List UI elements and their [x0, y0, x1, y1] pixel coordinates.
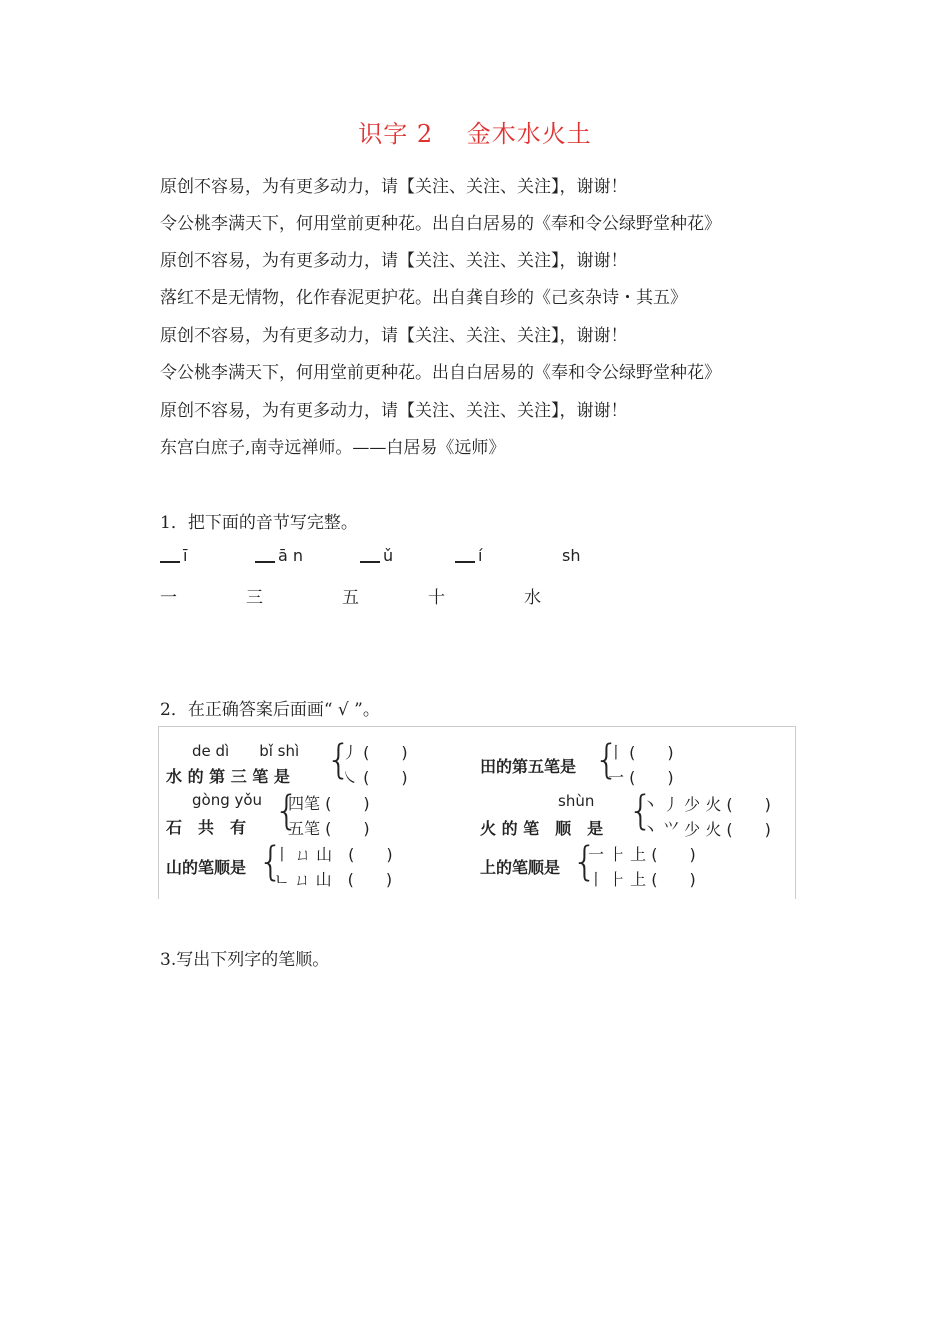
choice-option[interactable]: 丨 ⺊ 上 ( )	[588, 870, 696, 889]
intro-line: 东宫白庶子,南寺远禅师。——白居易《远师》	[160, 438, 506, 458]
question-text: 上的笔顺是	[480, 858, 561, 877]
page-title: 识字 2 金木水火土	[358, 120, 592, 148]
choice-option[interactable]: ㇏ ( )	[342, 768, 408, 787]
syllable-item: ǔ	[360, 546, 393, 565]
question-text: 水 的 第 三 笔 是	[166, 767, 290, 786]
character: 一	[160, 588, 177, 608]
intro-line: 原创不容易，为有更多动力，请【关注、关注、关注】，谢谢！	[160, 177, 628, 197]
choice-option[interactable]: 丶 ⺍ 少 火 ( )	[642, 820, 771, 839]
answer-blank[interactable]	[360, 547, 380, 563]
intro-line: 原创不容易，为有更多动力，请【关注、关注、关注】，谢谢！	[160, 401, 628, 421]
answer-blank[interactable]	[160, 547, 180, 563]
brace-icon: {	[274, 788, 300, 834]
pinyin-row: shùn	[558, 792, 595, 810]
syllable-item: í	[455, 546, 482, 565]
question-text: 火 的 笔 顺 是	[480, 819, 604, 838]
choice-option[interactable]: 丨 ( )	[608, 743, 674, 762]
syllable-item: sh	[562, 546, 581, 565]
choice-option[interactable]: 丶 丿 少 火 ( )	[642, 795, 771, 814]
answer-blank[interactable]	[455, 547, 475, 563]
syllable-item: ī	[160, 546, 187, 565]
choice-option[interactable]: 一 ( )	[608, 768, 674, 787]
intro-line: 令公桃李满天下，何用堂前更种花。出自白居易的《奉和令公绿野堂种花》	[160, 214, 721, 234]
pinyin-row: de dì bǐ shì	[192, 742, 300, 760]
character: 五	[342, 588, 359, 608]
choice-option[interactable]: 一 ⺊ 上 ( )	[588, 845, 696, 864]
question-text: 田的第五笔是	[480, 757, 577, 776]
choice-option[interactable]: 四笔 ( )	[288, 794, 370, 813]
question-text: 山的笔顺是	[166, 858, 247, 877]
brace-icon: {	[258, 839, 284, 885]
question-2-label: 2．在正确答案后面画“ √ ”。	[160, 700, 380, 720]
syllable-item: ā n	[255, 546, 303, 565]
intro-line: 原创不容易，为有更多动力，请【关注、关注、关注】，谢谢！	[160, 251, 628, 271]
character: 十	[428, 588, 445, 608]
choice-option[interactable]: 丿 ( )	[342, 743, 408, 762]
choice-option[interactable]: 丨 ㄩ 山 ( )	[274, 845, 393, 864]
brace-icon: {	[628, 788, 654, 834]
choice-option[interactable]: ㄴ ㄩ 山 ( )	[274, 870, 393, 889]
choice-option[interactable]: 五笔 ( )	[288, 819, 370, 838]
question-1-label: 1．把下面的音节写完整。	[160, 513, 358, 533]
pinyin-row: gòng yǒu	[192, 791, 263, 809]
brace-icon: {	[326, 737, 352, 783]
answer-blank[interactable]	[255, 547, 275, 563]
character: 三	[246, 588, 263, 608]
brace-icon: {	[572, 839, 598, 885]
intro-line: 落红不是无情物，化作春泥更护花。出自龚自珍的《己亥杂诗・其五》	[160, 288, 687, 308]
brace-icon: {	[594, 737, 620, 783]
question-text: 石 共 有	[166, 818, 247, 837]
character: 水	[524, 588, 541, 608]
intro-line: 令公桃李满天下，何用堂前更种花。出自白居易的《奉和令公绿野堂种花》	[160, 363, 721, 383]
intro-line: 原创不容易，为有更多动力，请【关注、关注、关注】，谢谢！	[160, 326, 628, 346]
question-3-label: 3.写出下列字的笔顺。	[160, 950, 330, 970]
